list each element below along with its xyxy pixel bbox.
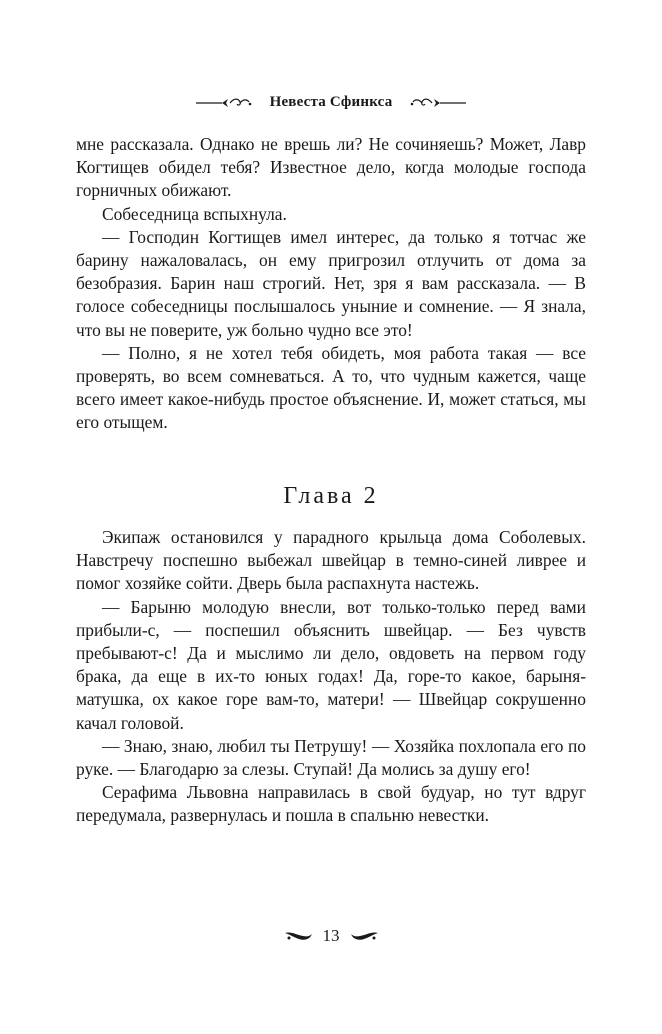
left-arrow-ornament-icon [196, 96, 252, 110]
paragraph: — Знаю, знаю, любил ты Петрушу! — Хозяйка похлопала его по руке. — Благодарю за слезы. Ступай! Да молись за душу его! [76, 735, 586, 780]
right-fleuron-icon [350, 929, 380, 943]
left-fleuron-icon [283, 929, 313, 943]
paragraph: Собеседница вспыхнула. [102, 203, 287, 224]
running-head [0, 94, 662, 111]
page-number: 13 [322, 926, 340, 945]
text-block-2 [76, 526, 586, 828]
chapter-heading: Глава 2 [283, 483, 379, 509]
paragraph: — Полно, я не хотел тебя обидеть, моя работа такая — все проверять, во всем сомневаться. А то, что чудным кажется, чаще всего имеет какое-нибудь простое объяснение. И, может статься, мы его отыщем. [76, 342, 586, 433]
paragraph: Экипаж остановился у парадного крыльца дома Соболевых. Навстречу поспешно выбежал швейцар в темно-синей ливрее и помог хозяйке сойти. Дверь была распахнута настежь. [76, 527, 586, 594]
paragraph: — Господин Когтищев имел интерес, да только я тотчас же барину нажаловалась, он ему пригрозил отлучить от дома за безобразия. Барин наш строгий. Нет, зря я вам рассказала. — В голосе собеседницы послышалось уныние и сомнение. — Я знала, что вы не поверите, уж больно чудно все это! [76, 226, 586, 340]
paragraph: Серафима Львовна направилась в свой будуар, но тут вдруг передумала, развернулась и пошла в спальню невестки. [76, 782, 586, 826]
paragraph: мне рассказала. Однако не врешь ли? Не сочиняешь? Может, Лавр Когтищев обидел тебя? Известное дело, когда молодые господа горничных обижают. [76, 134, 586, 201]
running-head-title: Невеста Сфинкса [269, 94, 393, 110]
text-block-1 [76, 133, 586, 435]
page-folio [0, 926, 662, 946]
paragraph: — Барыню молодую внесли, вот только-только перед вами прибыли-с, — поспешил объяснить швейцар. — Без чувств пребывают-с! Да и мыслимо ли дело, овдоветь на первом году брака, да еще в их-то юных годах! Да, горе-то какое, барыня-матушка, ох какое горе вам-то, матери! — Швейцар сокрушенно качал головой. [76, 596, 586, 733]
right-arrow-ornament-icon [410, 96, 466, 110]
